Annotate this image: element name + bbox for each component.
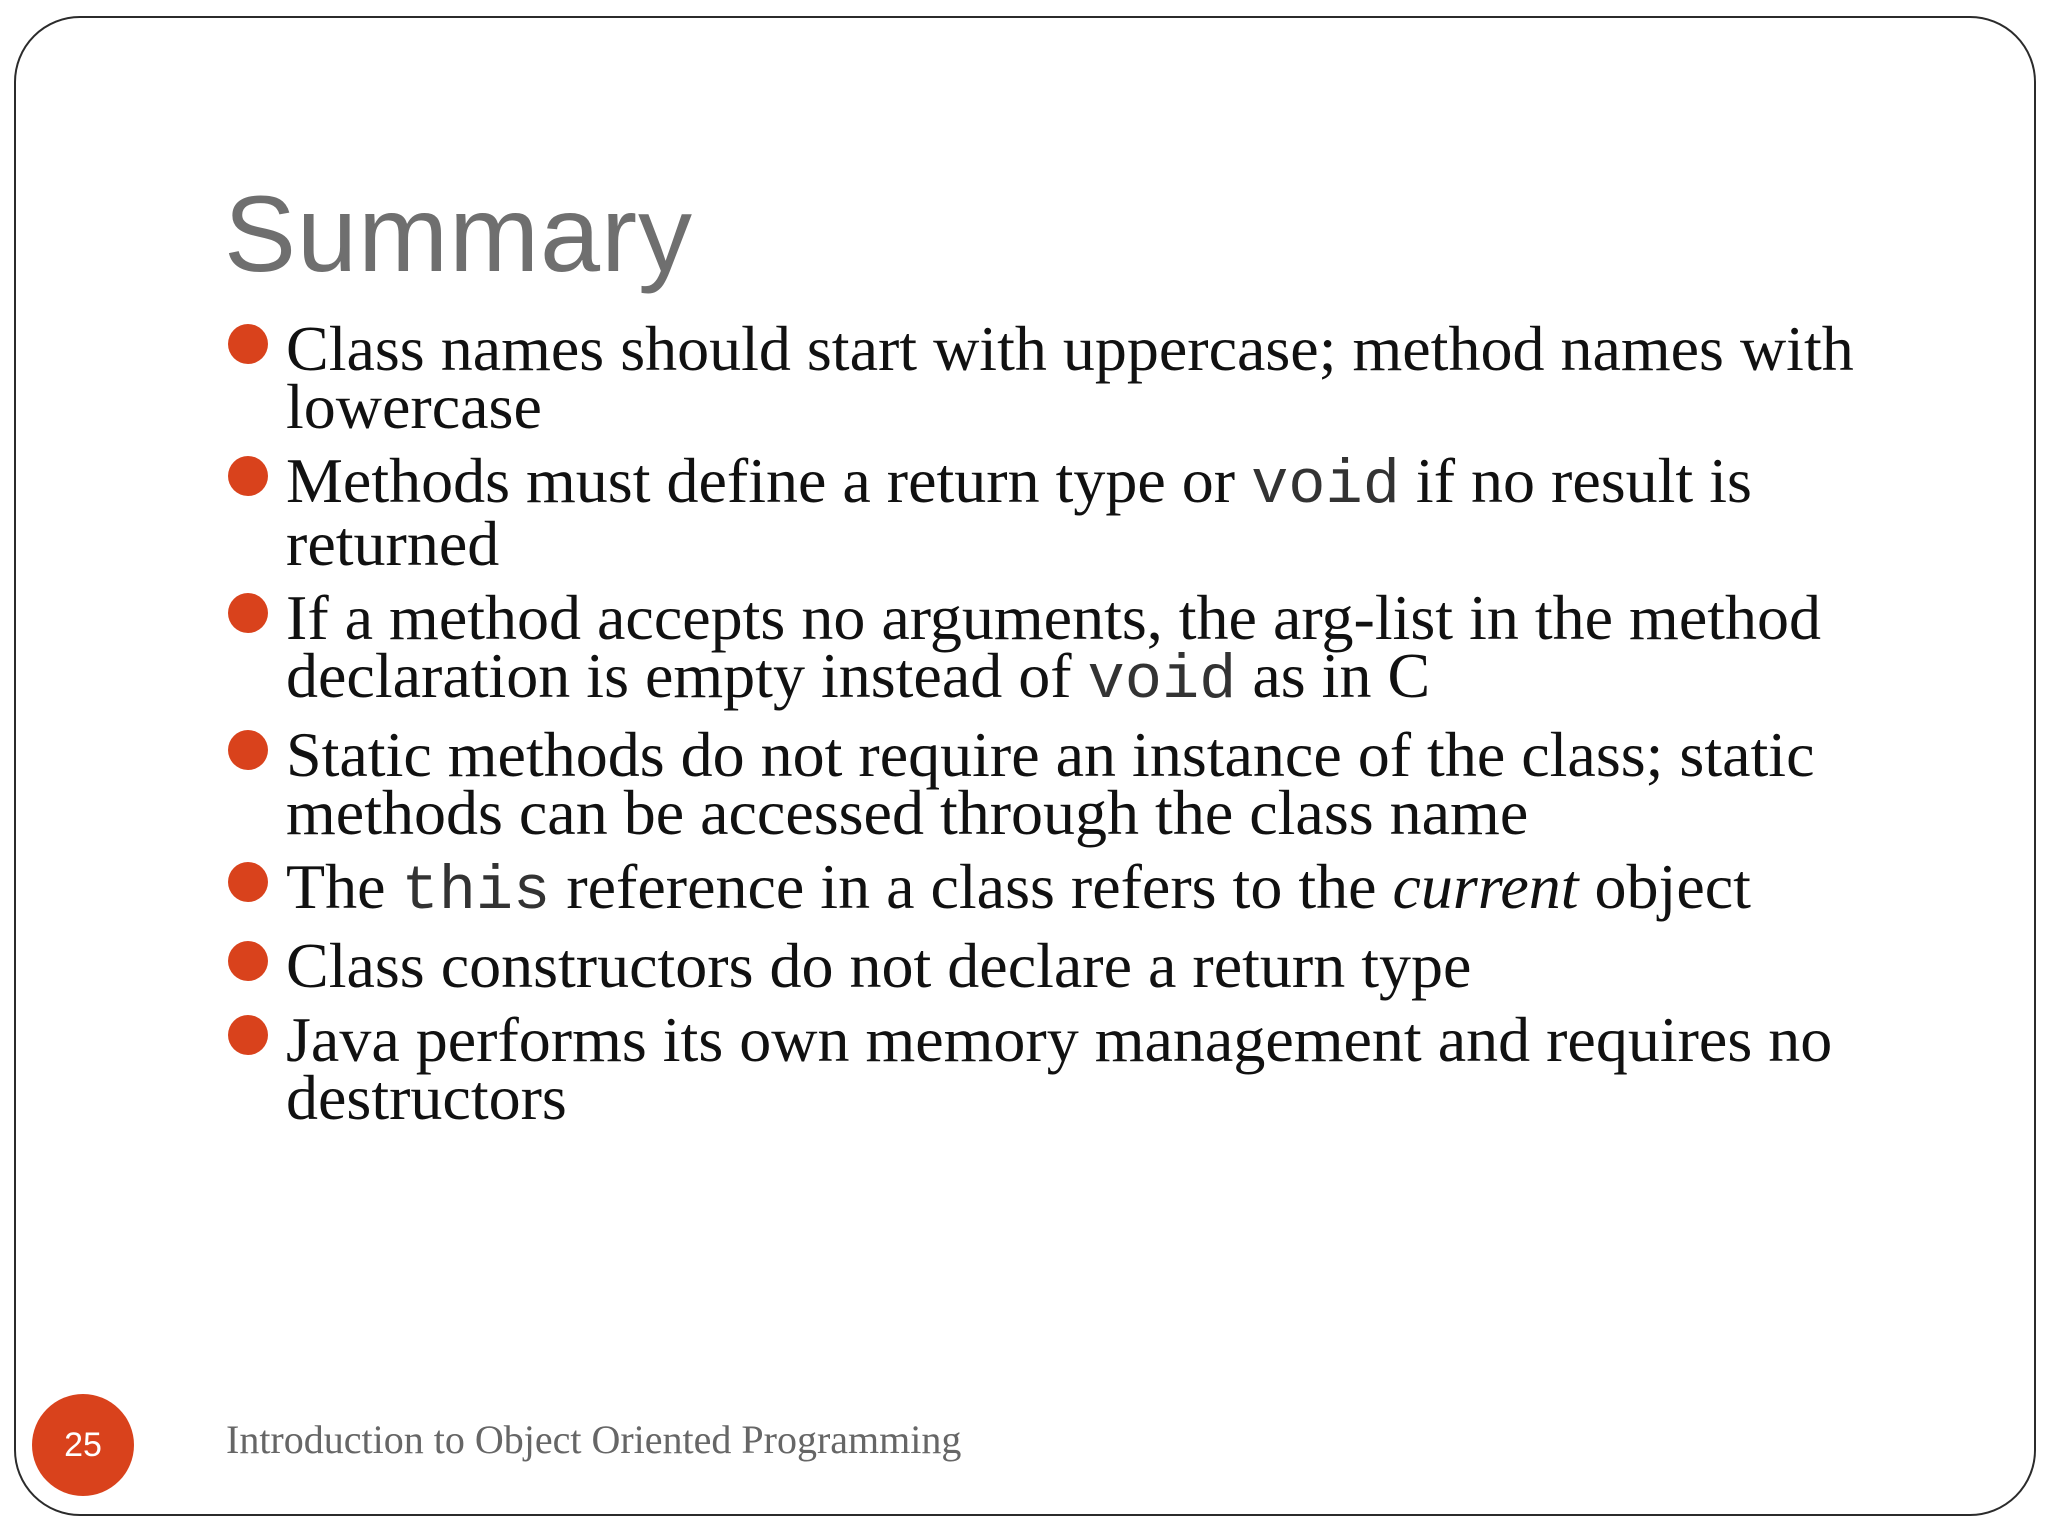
bullet-text: if no result is returned [286,445,1752,579]
bullet-dot-icon [228,1015,268,1055]
bullet-text: Methods must define a return type or [286,445,1252,516]
bullet-dot-icon [228,456,268,496]
footer-text: Introduction to Object Oriented Programming [226,1417,962,1462]
bullet-text: object [1578,851,1751,922]
bullet-dot-icon [228,324,268,364]
emphasis-text: current [1392,851,1579,922]
bullet-text: Class constructors do not declare a return type [286,930,1472,1001]
bullet-item [222,1004,1962,1133]
bullet-text: Class names should start with uppercase; method names with lowercase [286,313,1854,442]
bullet-item [222,582,1962,716]
bullet-dot-icon [228,730,268,770]
bullet-text: Java performs its own memory management and requires no destructors [286,1004,1833,1133]
page-number-badge: 25 [32,1394,134,1496]
bullet-item [222,313,1962,442]
bullet-dot-icon [228,941,268,981]
slide-title: Summary [224,173,694,294]
bullet-dot-icon [228,593,268,633]
bullet-text: as in C [1236,640,1431,711]
code-keyword: this [401,856,551,927]
bullet-item [222,930,1962,1001]
bullet-text: The [286,851,402,922]
bullet-item [222,851,1962,927]
bullet-text: If a method accepts no arguments, the arg-list in the method declaration is empty instead of [286,582,1821,711]
bullet-item [222,719,1962,848]
code-keyword: void [1251,450,1400,521]
bullet-dot-icon [228,862,268,902]
bullet-text: Static methods do not require an instance of the class; static methods can be accessed through the class name [286,719,1815,848]
code-keyword: void [1087,645,1237,716]
bullet-item [222,445,1962,579]
bullet-list [222,313,1962,1143]
bullet-text: reference in a class refers to the [550,851,1393,922]
